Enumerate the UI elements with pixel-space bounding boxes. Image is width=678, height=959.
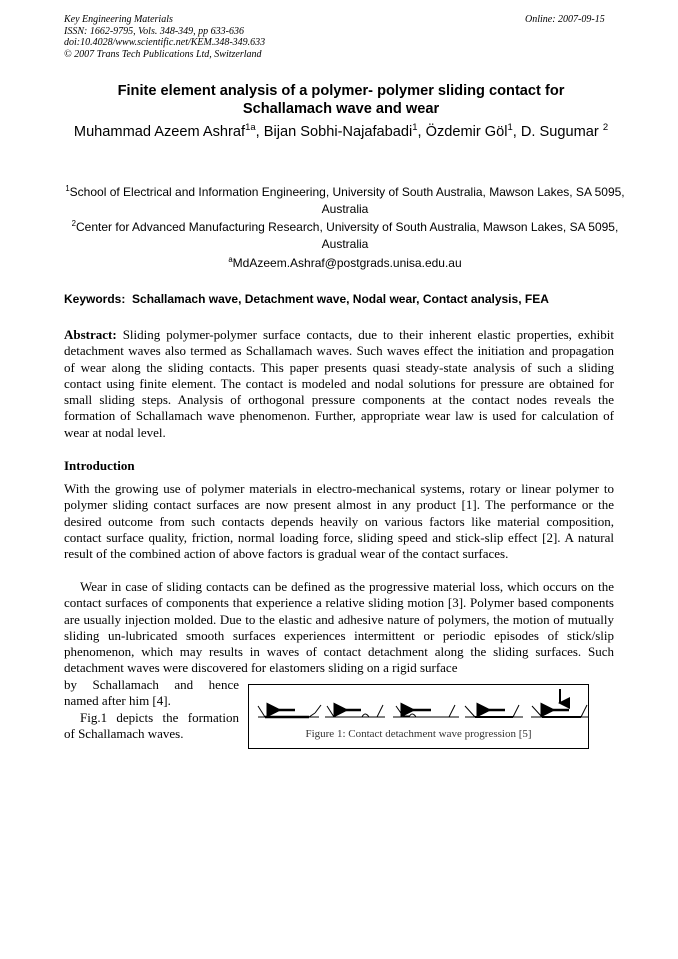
- panel-1: [258, 705, 321, 717]
- panel-4: [465, 705, 523, 717]
- title-line-1: Finite element analysis of a polymer- polymer sliding contact for: [117, 83, 565, 99]
- title-line-2: Schallamach wave and wear: [242, 101, 440, 117]
- figure-1: [248, 684, 589, 749]
- author: Özdemir Göl$^1$,: [425, 122, 521, 140]
- doi: doi:10.4028/www.scientific.net/KEM.348-349.633: [64, 37, 266, 48]
- issn: ISSN: 1662-9795, Vols. 348-349, pp 633-636: [64, 25, 244, 37]
- online-date: Online: 2007-09-15: [525, 14, 605, 25]
- intro-paragraph-2-continued: by Schallamach and hence: [64, 677, 239, 692]
- intro-paragraph-2-continued: named after him [4].: [64, 693, 171, 708]
- abstract-label: Abstract:: [64, 327, 117, 342]
- author-list: [64, 123, 618, 142]
- intro-paragraph-2: Wear in case of sliding contacts can be defined as the progressive material loss, which occurs on the contact surfaces of components that experience a relative sliding motion [3]. Polymer based components are usually injection molded. Due to the elastic and adhesive nature of polymers, the motion of mutually sliding un-lubricated smooth surfaces experiences intermittent or periodic episodes of stick/slip phenomenon, which may results in waves of contact detachment along the sliding surfaces. Such detachment waves were discovered for elastomers sliding on a rigid surface: [64, 579, 614, 676]
- keywords: [64, 291, 549, 307]
- affiliation-2: $^2$Center for Advanced Manufacturing Research, University of South Australia, Mawson Lakes, SA 5095, Australia: [71, 219, 619, 251]
- figure-caption: Figure 1: Contact detachment wave progression [5]: [305, 728, 532, 740]
- abstract-text: Sliding polymer-polymer surface contacts, due to their inherent elastic properties, exhibit detachment waves also termed as Schallamach waves. Such waves effect the initiation and propagation of wear along the sliding contacts. This paper presents quasi steady-state analysis of such a sliding contact using finite element. The contact is modeled and nodal solutions for pressure are obtained for small sliding steps. Analysis of orthogonal pressure components at the contact nodes reveals the formation of Schallamach wave phenomenon. Further, appropriate wear law is used for calculation of wear at nodal level.: [64, 327, 614, 440]
- journal-name: Key Engineering Materials: [64, 14, 173, 25]
- abstract: [64, 327, 614, 441]
- wave-progression-diagram: [249, 685, 590, 730]
- panel-2: [325, 705, 385, 717]
- keywords-list: Schallamach wave, Detachment wave, Nodal wear, Contact analysis, FEA: [132, 292, 549, 306]
- keywords-label: Keywords:: [64, 292, 126, 306]
- intro-paragraph-3: Fig.1 depicts the formation: [80, 710, 239, 725]
- copyright: © 2007 Trans Tech Publications Ltd, Switzerland: [64, 48, 262, 60]
- affiliation-1: $^1$School of Electrical and Information Engineering, University of South Australia, Mawson Lakes, SA 5095, Australia: [65, 184, 625, 216]
- intro-paragraph-1: With the growing use of polymer materials in electro-mechanical systems, rotary or linear polymer to polymer sliding contact surfaces are now present almost in any product [1]. The performance or the desired outcome from such contacts depends heavily on various factors like material composition, contact surface quality, friction, normal loading force, sliding speed and stick-slip effect [2]. A natural result of the combined action of above factors is gradual wear of the contact surfaces.: [64, 481, 614, 562]
- paper-title: [64, 82, 618, 118]
- intro-paragraph-3: of Schallamach waves.: [64, 726, 184, 741]
- author: Muhammad Azeem Ashraf$^{1a}$,: [73, 122, 264, 140]
- section-heading-introduction: Introduction: [64, 458, 135, 473]
- author-email[interactable]: $^a$MdAzeem.Ashraf@postgrads.unisa.edu.au: [228, 255, 462, 270]
- panel-5: [531, 689, 589, 717]
- panel-3: [393, 705, 459, 717]
- author: D. Sugumar $^2$: [520, 122, 609, 140]
- author: Bijan Sobhi-Najafabadi$^1$,: [263, 122, 426, 140]
- journal-header: [64, 14, 265, 60]
